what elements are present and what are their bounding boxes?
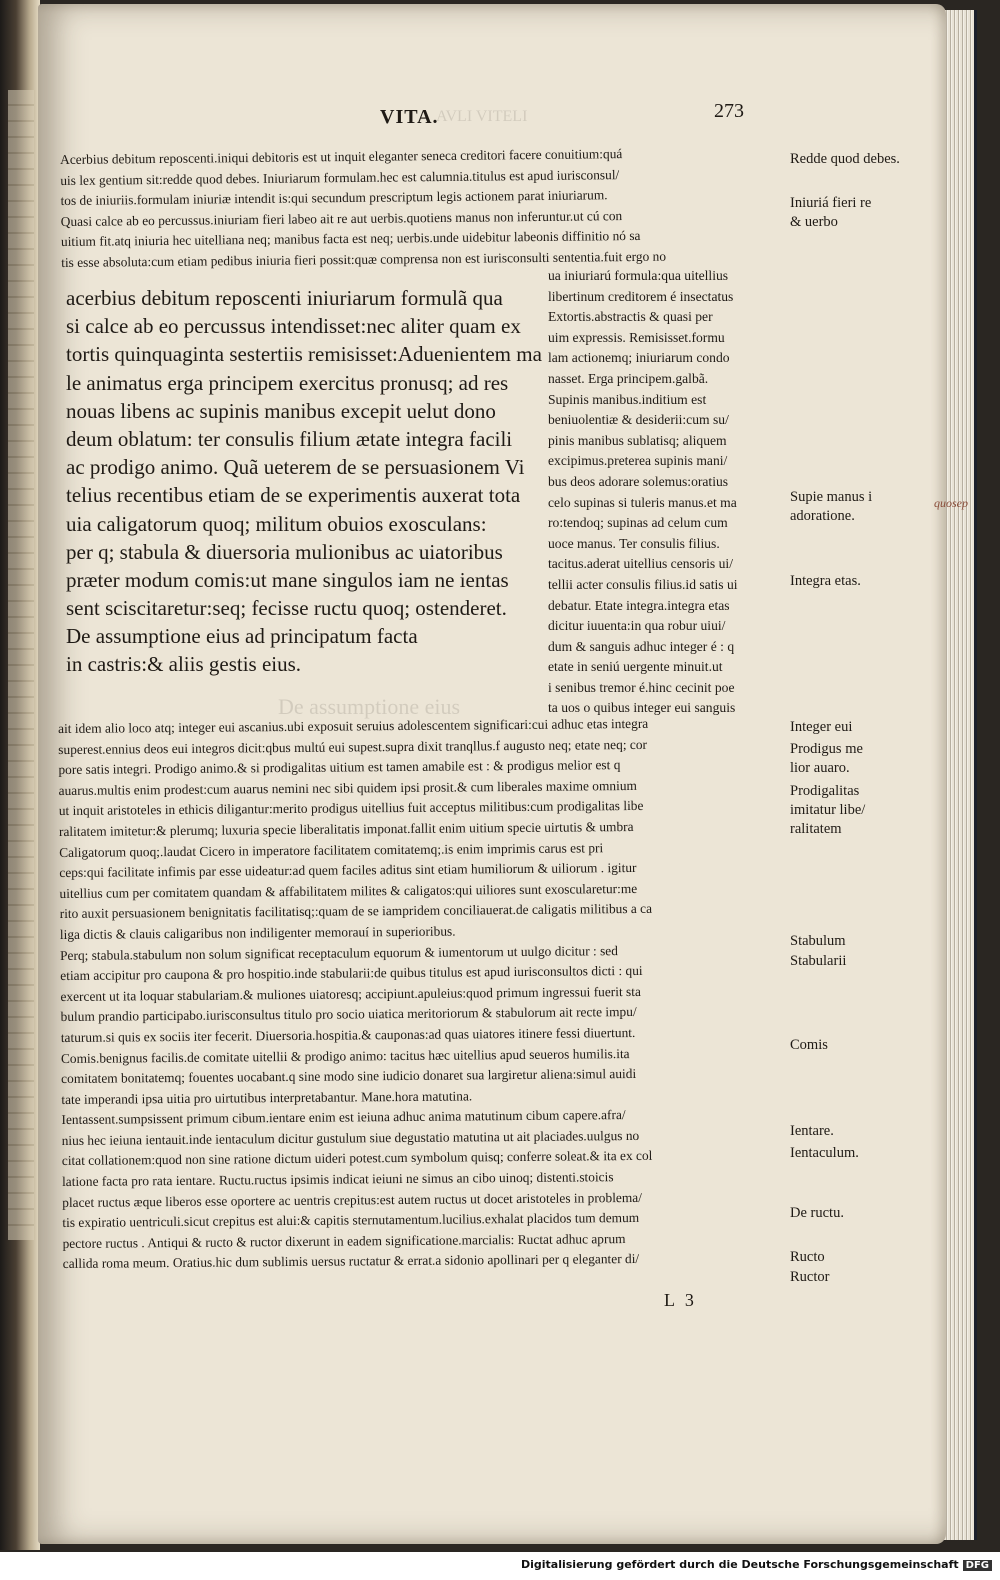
- commentary-line: Quasi calce ab eo percussus.iniuriam fieri labeo ait re aut uerbis.quotiens manus non inferuntur.ut cú con: [60, 207, 623, 229]
- running-head: VITA.: [380, 106, 439, 128]
- commentary-line: ait idem alio loco atq; integer eui ascanius.ubi exposuit seruius adolescentem significari:cui adhuc etas integra: [58, 715, 649, 736]
- commentary-line: nasset. Erga principem.galbã.: [548, 370, 709, 386]
- commentary-line: pore satis integri. Prodigo animo.& si prodigalitas uitium est tamen amabile est : & prodigus melior est q: [58, 757, 621, 778]
- commentary-line: comitatem bonitatemq; fouentes uocabant.q sine modo sine iudicio donaret sua largiretur aliena:simul auidi: [61, 1066, 637, 1087]
- margin-note-integra: Integra etas.: [790, 573, 861, 589]
- main-text-line: tortis quinquaginta sestertiis remisisset:Aduenientem ma: [66, 342, 542, 367]
- margin-note-ientare: Ientare.: [790, 1123, 834, 1139]
- commentary-line: uoce manus. Ter consulis filius.: [548, 535, 720, 551]
- commentary-top: [60, 144, 666, 274]
- commentary-line: dicitur iuuenta:in qua robur uiui/: [548, 618, 726, 634]
- main-text-line: per q; stabula & diuersoria mulionibus ac uiatoribus: [66, 539, 503, 564]
- margin-note-ructor: Ructor: [790, 1269, 830, 1285]
- commentary-line: uis lex gentium sit:redde quod debes. Iniuriarum formulam.hec est calumnia.titulus est apud iurisconsul/: [60, 166, 620, 188]
- commentary-line: lam actionemq; iniuriarum condo: [548, 350, 730, 366]
- show-through-text: De assumptione eius: [278, 694, 461, 719]
- commentary-line: uim expressis. Remisisset.formu: [548, 329, 725, 345]
- commentary-line: Supinis manibus.inditium est: [548, 391, 707, 407]
- commentary-line: etiam accipitur pro caupona & pro hospitio.inde stabularii:de quibus titulus est apud iurisconsultos dicti : qui: [60, 963, 643, 984]
- dfg-logo: DFG: [963, 1560, 992, 1571]
- commentary-line: rito auxit persuasionem benignitatis facilitatisq;:quam de se iampridem conciliauerat.de caligatis militibus a ca: [59, 901, 653, 922]
- main-text-line: si calce ab eo percussus intendisset:nec aliter quam ex: [66, 314, 521, 339]
- commentary-line: tate imperandi ipsa uitia pro uirtutibus interpretabantur. Mane.hora matutina.: [61, 1088, 473, 1107]
- footer-bar: [0, 1552, 1000, 1580]
- commentary-line: debatur. Etate integra.integra etas: [548, 597, 730, 613]
- commentary-line: nius hec ieiuna ientauit.inde ientaculum dicitur gustulum siue degustatio matutina ut ait placiades.uulgus no: [61, 1127, 640, 1148]
- margin-note-redde: Redde quod debes.: [790, 151, 900, 167]
- credit-text: Digitalisierung gefördert durch die Deutsche Forschungsgemeinschaft: [520, 1558, 959, 1571]
- commentary-line: Caligatorum quoq;.laudat Cicero in imperatore facilitatem comitatemq;.is enim imprimis carus est pri: [59, 839, 604, 860]
- margin-note-stabularii: Stabularii: [790, 953, 847, 969]
- commentary-line: excipimus.preterea supinis mani/: [548, 453, 728, 469]
- commentary-line: latione facta pro rata ientare. Ructu.ructus ipsimis indicat ieiuni ne simus an cibo uinoq; distenti.stoicis: [61, 1169, 614, 1190]
- commentary-line: bus deos adorare solemus:oratius: [548, 473, 729, 489]
- commentary-line: tis expiratio uentriculi.sicut crepitus est alui:& capitis sternutamentum.lucilius.exhalat placidos tum demum: [62, 1210, 640, 1231]
- main-text-line: sent sciscitaretur:seq; fecisse ructu quoq; ostenderet.: [66, 596, 507, 621]
- main-text-line: præter modum comis:ut mane singulos iam ne ientas: [66, 567, 509, 592]
- main-text-line: in castris:& aliis gestis eius.: [66, 652, 302, 677]
- commentary-line: tos de iniuriis.formulam iniuriæ intendit is:qui secundum prescriptum legis actionem parat iniuriarum.: [60, 187, 608, 209]
- main-text-line: De assumptione eius ad principatum facta: [66, 624, 418, 649]
- margin-note-ientaculum: Ientaculum.: [790, 1145, 859, 1161]
- funding-credit: [521, 1558, 992, 1571]
- margin-note-prodigus: Prodigus me lior auaro.: [790, 741, 863, 776]
- page-edges: [944, 10, 977, 1540]
- commentary-line: ua iniuriarú formula:qua uitellius: [548, 268, 729, 283]
- main-text-line: le animatus erga principem exercitus pronusq; ad res: [66, 370, 509, 395]
- main-text-line: acerbius debitum reposcenti iniuriarum formulã qua: [66, 286, 503, 310]
- margin-note-comis: Comis: [790, 1037, 828, 1053]
- handwritten-annotation: quosep: [934, 496, 968, 510]
- commentary-line: auarus.multis enim prodest:cum auarus nemini nec sibi quidem ipsi prosit.& cum liberales maxime omnium: [58, 777, 637, 798]
- book-page: [38, 4, 968, 1544]
- page-number: 273: [714, 100, 744, 122]
- margin-note-iniuria: Iniuriá fieri re & uerbo: [790, 195, 872, 230]
- commentary-line: libertinum creditorem é insectatus: [548, 288, 734, 304]
- margin-note-stabulum: Stabulum: [790, 933, 846, 949]
- commentary-line: uitellius cum per comitatem quandam & affabilitatem milites & caligatos:qui uiliores sunt exoscularetur:me: [59, 880, 638, 901]
- commentary-line: ro:tendoq; supinas ad celum cum: [548, 515, 728, 531]
- facing-page-edge: [8, 90, 34, 1240]
- commentary-line: ta uos o quibus integer eui sanguis: [548, 700, 736, 716]
- commentary-line: placet ructus æque liberos esse oportere ac uentris crepitus:est autem ructus ut docet aristoteles in problema/: [62, 1189, 642, 1210]
- main-text-line: deum oblatum: ter consulis filium ætate integra facili: [66, 426, 513, 451]
- commentary-line: ceps:qui facilitate infimis par esse uideatur:ad quem faciles aditus sint etiam humiliorum & uiliorum . igitur: [59, 860, 637, 881]
- main-text-line: nouas libens ac supinis manibus excepit uelut dono: [66, 398, 496, 423]
- commentary-line: ut inquit aristoteles in ethicis diligantur:merito prodigus uitellius fuit acceptus militibus:cum prodigalitas libe: [58, 798, 644, 819]
- commentary-line: bulum prandio participabo.iurisconsultus titulo pro socio uiatica meritoriorum & stabulorum ait recte impu/: [60, 1004, 637, 1025]
- commentary-line: pectore ructus . Antiqui & ructo & ructor dixerunt in eadem significatione.marcialis: Ructat adhuc aprum: [62, 1230, 626, 1251]
- commentary-line: i senibus tremor é.hinc cecinit poe: [548, 679, 735, 695]
- commentary-line: citat collationem:quod non sine ratione dictum uideri potest.cum symbolum quisq; conferre soleat.& ita ex col: [61, 1148, 653, 1169]
- commentary-line: Extortis.abstractis & quasi per: [548, 309, 713, 325]
- main-text-line: uia caligatorum quoq; militum obuios exosculans:: [66, 511, 487, 536]
- commentary-line: beniuolentiæ & desiderii:cum su/: [548, 412, 729, 428]
- signature-mark: L 3: [664, 1290, 697, 1310]
- commentary-line: dum & sanguis adhuc integer é : q: [548, 638, 735, 654]
- commentary-bottom: [58, 714, 655, 1275]
- commentary-line: Comis.benignus facilis.de comitate uitellii & prodigo animo: tacitus hæc uitellius apud seueros humilis.ita: [60, 1045, 630, 1066]
- commentary-line: taturum.si quis ex sociis iter fecerit. Diuersoria.hospitia.& cauponas:ad quas uiatores itinere fessi diuertunt.: [60, 1024, 636, 1045]
- main-text-line: telius recentibus etiam de se experimentis auxerat tota: [66, 483, 521, 508]
- margin-note-integer-eui: Integer eui: [790, 719, 853, 735]
- margin-note-de-ructu: De ructu.: [790, 1205, 844, 1221]
- show-through-header: AVLI VITELI: [436, 108, 528, 125]
- commentary-line: uitium fit.atq iniuria hec uitelliana neq; manibus facta est neq; uerbis.unde uidebitur labeonis diffinitio nó sa: [60, 228, 641, 250]
- commentary-line: Perq; stabula.stabulum non solum significat receptaculum equorum & iumentorum ut uulgo dicitur : sed: [59, 942, 618, 963]
- commentary-line: superest.ennius deos eui integros dicit:qbus multú eui supest.supra dixit tranqllus.f augusto neq; etate neq; cor: [58, 736, 648, 757]
- main-text-line: ac prodigo animo. Quã ueterem de se persuasionem Vi: [66, 455, 525, 480]
- commentary-line: pinis manibus sublatisq; aliquem: [548, 432, 727, 448]
- margin-note-supine: Supie manus i adoratione.: [790, 489, 873, 524]
- commentary-line: tis esse absoluta:cum etiam pedibus iniuria fieri possit:quæ comprensa non est iurisconsulti sententia.fuit ergo no: [61, 248, 667, 270]
- commentary-line: etate in seniú uergente minuit.ut: [548, 659, 723, 675]
- commentary-line: Ientassent.sumpsissent primum cibum.ientare enim est ieiuna adhuc anima matutinum cibum capere.afra/: [61, 1107, 626, 1128]
- commentary-line: tellii acter consulis filius.id satis ui: [548, 576, 738, 592]
- margin-note-ructo: Ructo: [790, 1249, 825, 1265]
- commentary-line: celo supinas si tuleris manus.et ma: [548, 494, 737, 510]
- commentary-right-column: [548, 266, 738, 719]
- commentary-line: ralitatem imitetur:& plerumq; luxuria specie liberalitatis imponat.fallit enim uitium specie uirtutis & umbra: [58, 818, 634, 839]
- margin-note-prodigalitas: Prodigalitas imitatur libe/ ralitatem: [790, 783, 866, 837]
- commentary-line: callida roma meum. Oratius.hic dum sublimis uersus ructatur & errat.a sidonio apollinari per q eleganter di/: [62, 1251, 640, 1272]
- commentary-line: liga dictis & clauis caligaribus non indiligenter memorauí in superioribus.: [59, 923, 456, 942]
- commentary-line: Acerbius debitum reposcenti.iniqui debitoris est ut inquit eleganter seneca creditori facere conuitium:quá: [60, 146, 623, 167]
- main-text-block: [66, 284, 542, 679]
- commentary-line: tacitus.aderat uitellius censoris ui/: [548, 556, 733, 572]
- book-spine: [0, 0, 40, 1550]
- commentary-line: exercent ut ita loquar stabulariam.& muliones uiatoresq; accipiunt.apuleius:quod primum ingressui fuerit sta: [60, 983, 641, 1004]
